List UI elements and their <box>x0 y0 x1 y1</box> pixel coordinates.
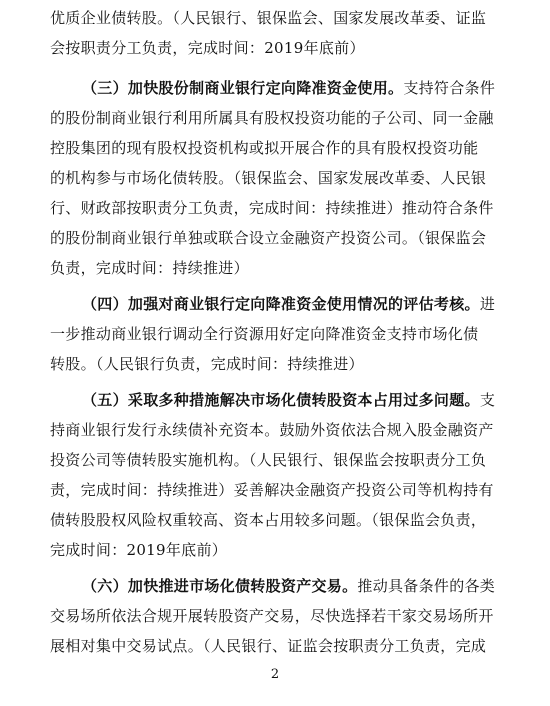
line-text: 支 <box>479 391 496 409</box>
body-line-1 <box>50 8 500 28</box>
body-line-18 <box>50 540 500 560</box>
line-text: 转股。（人民银行负责，完成时间：持续推进） <box>50 355 364 373</box>
line-text: 控股集团的现有股权投资机构或拟开展合作的具有股权投资功能 <box>50 139 479 157</box>
line-text: 交易场所依法合规开展转股资产交易，尽快选择若干家交易场所开 <box>50 607 494 625</box>
body-line-9 <box>50 258 500 278</box>
line-text: 优质企业债转股。（人民银行、银保监会、国家发展改革委、证监 <box>50 9 487 27</box>
line-text: 的股份制商业银行利用所属具有股权投资功能的子公司、同一金融 <box>50 109 494 127</box>
line-text: 持商业银行发行永续债补充资本。鼓励外资依法合规入股金融资产 <box>50 421 494 439</box>
body-line-8 <box>50 228 500 248</box>
section-6-heading-line <box>82 576 500 596</box>
line-text: 推动具备条件的各类 <box>357 577 496 595</box>
section-5-heading-line <box>82 390 500 410</box>
line-text: 一步推动商业银行调动全行资源用好定向降准资金支持市场化债 <box>50 325 479 343</box>
line-text: 的股份制商业银行单独或联合设立金融资产投资公司。（银保监会 <box>50 229 487 247</box>
line-text: 债转股股权风险权重较高、资本占用较多问题。（银保监会负责， <box>50 511 487 529</box>
body-line-14 <box>50 420 500 440</box>
line-text: 进 <box>479 295 496 313</box>
section-4-heading-line <box>82 294 500 314</box>
line-text: 负责，完成时间：持续推进） <box>50 259 249 277</box>
section-heading: （六）加快推进市场化债转股资产交易。 <box>82 577 358 595</box>
line-text: 完成时间：2019年底前） <box>50 541 228 559</box>
body-line-6 <box>50 168 500 188</box>
line-text: 责，完成时间：持续推进）妥善解决金融资产投资公司等机构持有 <box>50 481 494 499</box>
line-text: 投资公司等债转股实施机构。（人民银行、银保监会按职责分工负 <box>50 451 487 469</box>
body-line-20 <box>50 606 500 626</box>
line-text: 支持符合条件 <box>403 79 496 97</box>
section-heading: （五）采取多种措施解决市场化债转股资本占用过多问题。 <box>82 391 480 409</box>
body-line-2 <box>50 38 500 58</box>
section-heading: （三）加快股份制商业银行定向降准资金使用。 <box>82 79 404 97</box>
body-line-4 <box>50 108 500 128</box>
body-line-12 <box>50 354 500 374</box>
line-text: 展相对集中交易试点。（人民银行、证监会按职责分工负责，完成 <box>50 637 487 655</box>
body-line-5 <box>50 138 500 158</box>
body-line-16 <box>50 480 500 500</box>
body-line-7 <box>50 198 500 218</box>
body-line-21 <box>50 636 500 656</box>
line-text: 行、财政部按职责分工负责，完成时间：持续推进）推动符合条件 <box>50 199 494 217</box>
line-text: 会按职责分工负责，完成时间：2019年底前） <box>50 39 365 57</box>
page-number: 2 <box>270 667 280 682</box>
section-3-heading-line <box>82 78 500 98</box>
body-line-17 <box>50 510 500 530</box>
section-heading: （四）加强对商业银行定向降准资金使用情况的评估考核。 <box>82 295 480 313</box>
body-line-15 <box>50 450 500 470</box>
line-text: 的机构参与市场化债转股。（银保监会、国家发展改革委、人民银 <box>50 169 487 187</box>
body-line-11 <box>50 324 500 344</box>
